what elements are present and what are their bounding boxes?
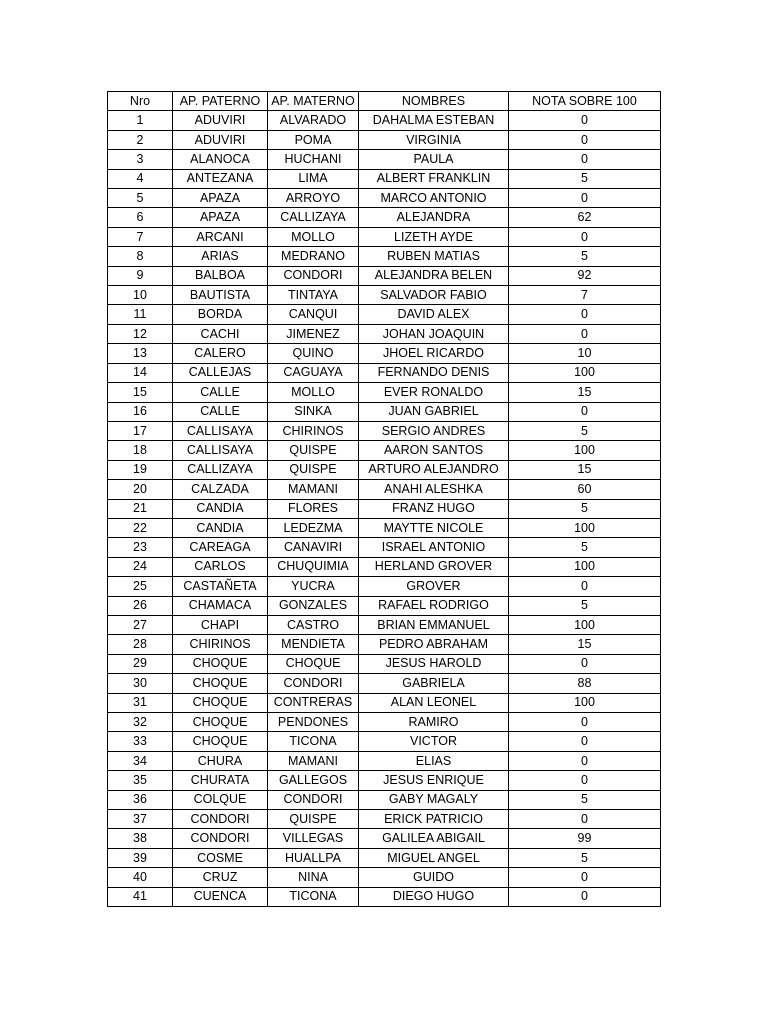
cell-apellido-paterno: BAUTISTA bbox=[173, 286, 268, 305]
table-row bbox=[108, 266, 661, 285]
cell-nombres: LIZETH AYDE bbox=[359, 227, 509, 246]
cell-nro: 10 bbox=[108, 286, 173, 305]
cell-apellido-materno: SINKA bbox=[268, 402, 359, 421]
cell-apellido-materno: LIMA bbox=[268, 169, 359, 188]
cell-apellido-materno: CONDORI bbox=[268, 790, 359, 809]
cell-nombres: BRIAN EMMANUEL bbox=[359, 615, 509, 634]
cell-apellido-paterno: CANDIA bbox=[173, 499, 268, 518]
cell-apellido-paterno: CALLE bbox=[173, 402, 268, 421]
cell-apellido-materno: VILLEGAS bbox=[268, 829, 359, 848]
cell-nota: 100 bbox=[509, 615, 661, 634]
cell-nota: 100 bbox=[509, 693, 661, 712]
cell-apellido-paterno: CAREAGA bbox=[173, 538, 268, 557]
cell-nro: 39 bbox=[108, 848, 173, 867]
cell-nota: 100 bbox=[509, 557, 661, 576]
cell-nota: 10 bbox=[509, 344, 661, 363]
table-row bbox=[108, 421, 661, 440]
cell-nro: 20 bbox=[108, 480, 173, 499]
cell-apellido-materno: MAMANI bbox=[268, 751, 359, 770]
cell-apellido-materno: CANQUI bbox=[268, 305, 359, 324]
cell-nro: 28 bbox=[108, 635, 173, 654]
table-row bbox=[108, 247, 661, 266]
cell-apellido-materno: TICONA bbox=[268, 887, 359, 906]
cell-nro: 12 bbox=[108, 324, 173, 343]
cell-nota: 0 bbox=[509, 577, 661, 596]
cell-nota: 0 bbox=[509, 887, 661, 906]
cell-apellido-materno: GONZALES bbox=[268, 596, 359, 615]
cell-nro: 11 bbox=[108, 305, 173, 324]
cell-nombres: PAULA bbox=[359, 150, 509, 169]
cell-nota: 0 bbox=[509, 150, 661, 169]
cell-nombres: GUIDO bbox=[359, 868, 509, 887]
cell-nombres: SALVADOR FABIO bbox=[359, 286, 509, 305]
cell-apellido-materno: CHOQUE bbox=[268, 654, 359, 673]
cell-nombres: RUBEN MATIAS bbox=[359, 247, 509, 266]
cell-apellido-paterno: COLQUE bbox=[173, 790, 268, 809]
cell-apellido-paterno: CHOQUE bbox=[173, 693, 268, 712]
cell-nombres: RAFAEL RODRIGO bbox=[359, 596, 509, 615]
cell-nota: 0 bbox=[509, 227, 661, 246]
table-row bbox=[108, 635, 661, 654]
cell-apellido-materno: CALLIZAYA bbox=[268, 208, 359, 227]
cell-nro: 40 bbox=[108, 868, 173, 887]
cell-nombres: ELIAS bbox=[359, 751, 509, 770]
cell-nombres: JESUS HAROLD bbox=[359, 654, 509, 673]
cell-nombres: DAHALMA ESTEBAN bbox=[359, 111, 509, 130]
header-apellido-paterno: AP. PATERNO bbox=[173, 92, 268, 111]
cell-nombres: ERICK PATRICIO bbox=[359, 810, 509, 829]
cell-apellido-paterno: CALLIZAYA bbox=[173, 460, 268, 479]
cell-nota: 5 bbox=[509, 596, 661, 615]
cell-nota: 5 bbox=[509, 169, 661, 188]
cell-nota: 15 bbox=[509, 635, 661, 654]
table-row bbox=[108, 286, 661, 305]
cell-nota: 92 bbox=[509, 266, 661, 285]
table-row bbox=[108, 654, 661, 673]
cell-nota: 5 bbox=[509, 790, 661, 809]
cell-nota: 5 bbox=[509, 538, 661, 557]
cell-apellido-materno: CANAVIRI bbox=[268, 538, 359, 557]
header-nota: NOTA SOBRE 100 bbox=[509, 92, 661, 111]
cell-nro: 38 bbox=[108, 829, 173, 848]
cell-nombres: PEDRO ABRAHAM bbox=[359, 635, 509, 654]
cell-nro: 36 bbox=[108, 790, 173, 809]
cell-apellido-paterno: ALANOCA bbox=[173, 150, 268, 169]
cell-apellido-paterno: CHOQUE bbox=[173, 713, 268, 732]
cell-nombres: SERGIO ANDRES bbox=[359, 421, 509, 440]
cell-apellido-paterno: CHIRINOS bbox=[173, 635, 268, 654]
cell-nombres: FRANZ HUGO bbox=[359, 499, 509, 518]
cell-nota: 0 bbox=[509, 111, 661, 130]
cell-apellido-paterno: CACHI bbox=[173, 324, 268, 343]
cell-nro: 13 bbox=[108, 344, 173, 363]
cell-apellido-paterno: CUENCA bbox=[173, 887, 268, 906]
cell-nota: 0 bbox=[509, 402, 661, 421]
table-row bbox=[108, 596, 661, 615]
cell-apellido-paterno: CANDIA bbox=[173, 518, 268, 537]
table-row bbox=[108, 383, 661, 402]
cell-apellido-materno: NINA bbox=[268, 868, 359, 887]
cell-apellido-paterno: CALERO bbox=[173, 344, 268, 363]
cell-apellido-paterno: CRUZ bbox=[173, 868, 268, 887]
table-row bbox=[108, 577, 661, 596]
cell-nota: 0 bbox=[509, 771, 661, 790]
cell-nombres: VICTOR bbox=[359, 732, 509, 751]
cell-nota: 5 bbox=[509, 247, 661, 266]
table-row bbox=[108, 693, 661, 712]
table-row bbox=[108, 557, 661, 576]
cell-nro: 31 bbox=[108, 693, 173, 712]
cell-apellido-materno: LEDEZMA bbox=[268, 518, 359, 537]
table-row bbox=[108, 771, 661, 790]
table-row bbox=[108, 305, 661, 324]
cell-apellido-materno: CHIRINOS bbox=[268, 421, 359, 440]
table-row bbox=[108, 615, 661, 634]
cell-nro: 23 bbox=[108, 538, 173, 557]
cell-nro: 9 bbox=[108, 266, 173, 285]
table-body bbox=[108, 111, 661, 907]
header-apellido-materno: AP. MATERNO bbox=[268, 92, 359, 111]
cell-apellido-materno: PENDONES bbox=[268, 713, 359, 732]
cell-nro: 30 bbox=[108, 674, 173, 693]
cell-nombres: JOHAN JOAQUIN bbox=[359, 324, 509, 343]
cell-nombres: MIGUEL ANGEL bbox=[359, 848, 509, 867]
table-row bbox=[108, 130, 661, 149]
cell-nota: 100 bbox=[509, 363, 661, 382]
table-row bbox=[108, 732, 661, 751]
cell-apellido-materno: CHUQUIMIA bbox=[268, 557, 359, 576]
cell-apellido-paterno: COSME bbox=[173, 848, 268, 867]
cell-nombres: VIRGINIA bbox=[359, 130, 509, 149]
cell-nombres: HERLAND GROVER bbox=[359, 557, 509, 576]
cell-apellido-materno: JIMENEZ bbox=[268, 324, 359, 343]
table-header bbox=[108, 92, 661, 111]
cell-nota: 0 bbox=[509, 732, 661, 751]
cell-nro: 17 bbox=[108, 421, 173, 440]
cell-apellido-materno: HUALLPA bbox=[268, 848, 359, 867]
grades-sheet bbox=[107, 91, 660, 907]
table-row bbox=[108, 441, 661, 460]
cell-nota: 100 bbox=[509, 441, 661, 460]
cell-nro: 7 bbox=[108, 227, 173, 246]
cell-nota: 0 bbox=[509, 130, 661, 149]
table-row bbox=[108, 402, 661, 421]
cell-nro: 8 bbox=[108, 247, 173, 266]
table-row bbox=[108, 868, 661, 887]
cell-nota: 0 bbox=[509, 189, 661, 208]
cell-apellido-paterno: CHOQUE bbox=[173, 674, 268, 693]
cell-apellido-materno: QUINO bbox=[268, 344, 359, 363]
cell-nombres: EVER RONALDO bbox=[359, 383, 509, 402]
table-row bbox=[108, 848, 661, 867]
cell-nota: 0 bbox=[509, 751, 661, 770]
table-row bbox=[108, 227, 661, 246]
cell-nro: 15 bbox=[108, 383, 173, 402]
cell-nro: 34 bbox=[108, 751, 173, 770]
cell-nombres: GALILEA ABIGAIL bbox=[359, 829, 509, 848]
table-row bbox=[108, 324, 661, 343]
cell-nombres: FERNANDO DENIS bbox=[359, 363, 509, 382]
cell-nombres: JUAN GABRIEL bbox=[359, 402, 509, 421]
cell-apellido-materno: POMA bbox=[268, 130, 359, 149]
table-row bbox=[108, 887, 661, 906]
cell-nota: 100 bbox=[509, 518, 661, 537]
cell-nro: 1 bbox=[108, 111, 173, 130]
cell-nota: 0 bbox=[509, 713, 661, 732]
cell-nro: 6 bbox=[108, 208, 173, 227]
table-row bbox=[108, 480, 661, 499]
cell-nombres: ARTURO ALEJANDRO bbox=[359, 460, 509, 479]
cell-nro: 18 bbox=[108, 441, 173, 460]
table-row bbox=[108, 499, 661, 518]
cell-apellido-paterno: CASTAÑETA bbox=[173, 577, 268, 596]
cell-apellido-paterno: BORDA bbox=[173, 305, 268, 324]
cell-apellido-materno: ARROYO bbox=[268, 189, 359, 208]
cell-nro: 24 bbox=[108, 557, 173, 576]
cell-apellido-materno: QUISPE bbox=[268, 810, 359, 829]
cell-apellido-materno: FLORES bbox=[268, 499, 359, 518]
cell-apellido-paterno: ARCANI bbox=[173, 227, 268, 246]
cell-apellido-materno: MEDRANO bbox=[268, 247, 359, 266]
cell-apellido-paterno: CHOQUE bbox=[173, 732, 268, 751]
cell-nro: 26 bbox=[108, 596, 173, 615]
cell-nro: 2 bbox=[108, 130, 173, 149]
cell-nro: 19 bbox=[108, 460, 173, 479]
cell-nro: 32 bbox=[108, 713, 173, 732]
cell-nota: 0 bbox=[509, 305, 661, 324]
cell-nota: 0 bbox=[509, 654, 661, 673]
table-row bbox=[108, 150, 661, 169]
cell-apellido-materno: GALLEGOS bbox=[268, 771, 359, 790]
cell-nro: 41 bbox=[108, 887, 173, 906]
cell-nombres: ALBERT FRANKLIN bbox=[359, 169, 509, 188]
cell-nota: 5 bbox=[509, 421, 661, 440]
cell-nro: 25 bbox=[108, 577, 173, 596]
cell-apellido-materno: QUISPE bbox=[268, 460, 359, 479]
cell-nombres: DAVID ALEX bbox=[359, 305, 509, 324]
cell-nombres: ANAHI ALESHKA bbox=[359, 480, 509, 499]
table-row bbox=[108, 713, 661, 732]
cell-nombres: GABRIELA bbox=[359, 674, 509, 693]
cell-apellido-paterno: CALLISAYA bbox=[173, 421, 268, 440]
table-row bbox=[108, 460, 661, 479]
cell-apellido-materno: YUCRA bbox=[268, 577, 359, 596]
cell-apellido-paterno: APAZA bbox=[173, 208, 268, 227]
grades-table bbox=[107, 91, 661, 907]
table-row bbox=[108, 363, 661, 382]
cell-nota: 7 bbox=[509, 286, 661, 305]
cell-apellido-materno: MAMANI bbox=[268, 480, 359, 499]
cell-nota: 15 bbox=[509, 383, 661, 402]
cell-nro: 14 bbox=[108, 363, 173, 382]
cell-apellido-materno: MOLLO bbox=[268, 227, 359, 246]
cell-nro: 4 bbox=[108, 169, 173, 188]
cell-apellido-paterno: CHAMACA bbox=[173, 596, 268, 615]
cell-nota: 62 bbox=[509, 208, 661, 227]
table-row bbox=[108, 810, 661, 829]
cell-nota: 15 bbox=[509, 460, 661, 479]
header-nombres: NOMBRES bbox=[359, 92, 509, 111]
cell-apellido-materno: TINTAYA bbox=[268, 286, 359, 305]
table-row bbox=[108, 790, 661, 809]
cell-apellido-materno: TICONA bbox=[268, 732, 359, 751]
table-row bbox=[108, 208, 661, 227]
cell-apellido-paterno: CALLEJAS bbox=[173, 363, 268, 382]
table-row bbox=[108, 111, 661, 130]
cell-nro: 16 bbox=[108, 402, 173, 421]
cell-nro: 3 bbox=[108, 150, 173, 169]
cell-apellido-paterno: CHAPI bbox=[173, 615, 268, 634]
cell-apellido-materno: CAGUAYA bbox=[268, 363, 359, 382]
cell-apellido-paterno: ADUVIRI bbox=[173, 130, 268, 149]
cell-apellido-paterno: ANTEZANA bbox=[173, 169, 268, 188]
cell-apellido-materno: QUISPE bbox=[268, 441, 359, 460]
cell-apellido-paterno: ARIAS bbox=[173, 247, 268, 266]
cell-nombres: ISRAEL ANTONIO bbox=[359, 538, 509, 557]
cell-apellido-paterno: BALBOA bbox=[173, 266, 268, 285]
table-row bbox=[108, 538, 661, 557]
cell-nota: 88 bbox=[509, 674, 661, 693]
cell-nombres: JESUS ENRIQUE bbox=[359, 771, 509, 790]
header-nro: Nro bbox=[108, 92, 173, 111]
cell-nombres: GROVER bbox=[359, 577, 509, 596]
cell-nro: 22 bbox=[108, 518, 173, 537]
table-row bbox=[108, 674, 661, 693]
table-row bbox=[108, 344, 661, 363]
cell-apellido-paterno: CALLE bbox=[173, 383, 268, 402]
cell-nombres: MAYTTE NICOLE bbox=[359, 518, 509, 537]
cell-apellido-materno: CASTRO bbox=[268, 615, 359, 634]
cell-apellido-paterno: CONDORI bbox=[173, 810, 268, 829]
cell-nro: 5 bbox=[108, 189, 173, 208]
cell-apellido-materno: CONDORI bbox=[268, 266, 359, 285]
table-row bbox=[108, 751, 661, 770]
cell-apellido-paterno: APAZA bbox=[173, 189, 268, 208]
cell-nombres: RAMIRO bbox=[359, 713, 509, 732]
cell-nota: 5 bbox=[509, 848, 661, 867]
cell-apellido-paterno: CHURATA bbox=[173, 771, 268, 790]
cell-apellido-paterno: CARLOS bbox=[173, 557, 268, 576]
cell-apellido-paterno: ADUVIRI bbox=[173, 111, 268, 130]
cell-apellido-materno: ALVARADO bbox=[268, 111, 359, 130]
table-row bbox=[108, 189, 661, 208]
table-row bbox=[108, 169, 661, 188]
cell-nro: 35 bbox=[108, 771, 173, 790]
cell-nombres: AARON SANTOS bbox=[359, 441, 509, 460]
cell-apellido-materno: CONTRERAS bbox=[268, 693, 359, 712]
cell-nro: 27 bbox=[108, 615, 173, 634]
cell-nota: 5 bbox=[509, 499, 661, 518]
cell-nro: 37 bbox=[108, 810, 173, 829]
cell-apellido-materno: MENDIETA bbox=[268, 635, 359, 654]
table-row bbox=[108, 829, 661, 848]
cell-nombres: ALAN LEONEL bbox=[359, 693, 509, 712]
cell-nombres: GABY MAGALY bbox=[359, 790, 509, 809]
cell-nota: 0 bbox=[509, 868, 661, 887]
header-row bbox=[108, 92, 661, 111]
cell-nota: 60 bbox=[509, 480, 661, 499]
cell-nota: 99 bbox=[509, 829, 661, 848]
cell-apellido-paterno: CHOQUE bbox=[173, 654, 268, 673]
cell-nombres: JHOEL RICARDO bbox=[359, 344, 509, 363]
cell-apellido-materno: CONDORI bbox=[268, 674, 359, 693]
cell-apellido-paterno: CHURA bbox=[173, 751, 268, 770]
cell-nro: 29 bbox=[108, 654, 173, 673]
cell-nro: 21 bbox=[108, 499, 173, 518]
cell-apellido-paterno: CALZADA bbox=[173, 480, 268, 499]
cell-nombres: MARCO ANTONIO bbox=[359, 189, 509, 208]
cell-apellido-paterno: CALLISAYA bbox=[173, 441, 268, 460]
table-row bbox=[108, 518, 661, 537]
cell-nombres: DIEGO HUGO bbox=[359, 887, 509, 906]
cell-nota: 0 bbox=[509, 324, 661, 343]
cell-nota: 0 bbox=[509, 810, 661, 829]
cell-apellido-paterno: CONDORI bbox=[173, 829, 268, 848]
cell-nro: 33 bbox=[108, 732, 173, 751]
cell-apellido-materno: HUCHANI bbox=[268, 150, 359, 169]
cell-nombres: ALEJANDRA bbox=[359, 208, 509, 227]
cell-apellido-materno: MOLLO bbox=[268, 383, 359, 402]
cell-nombres: ALEJANDRA BELEN bbox=[359, 266, 509, 285]
